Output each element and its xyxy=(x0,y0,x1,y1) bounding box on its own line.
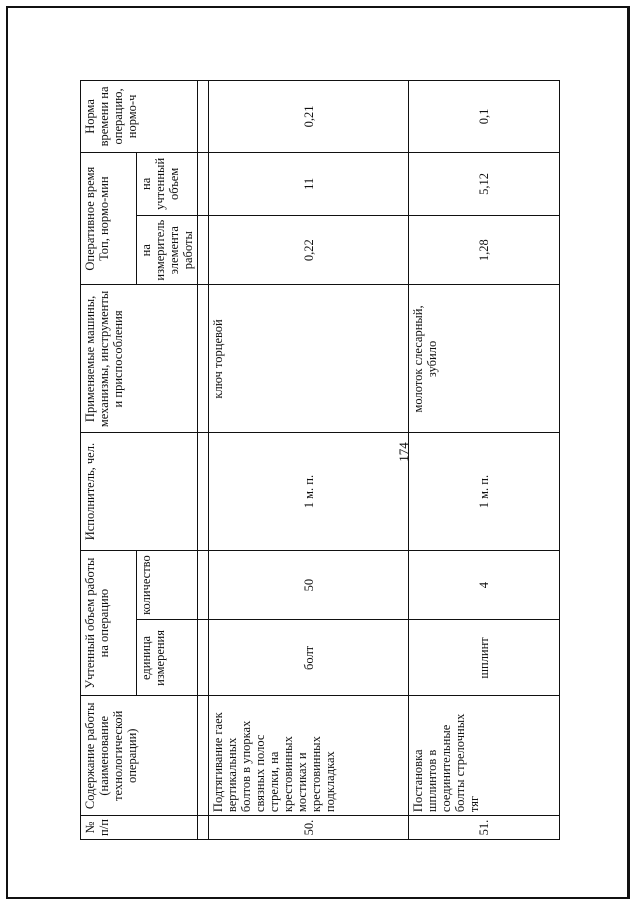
row-norm: 0,1 xyxy=(409,81,560,153)
header-spacer-row xyxy=(198,81,209,840)
header-volume-qty: количество xyxy=(137,550,198,620)
row-op-volume: 5,12 xyxy=(409,152,560,215)
header-executor: Исполнитель, чел. xyxy=(81,433,198,550)
row-num: 51. xyxy=(409,816,560,840)
row-executor: 1 м. п. xyxy=(209,433,409,550)
header-row-1 xyxy=(81,81,137,840)
norms-table-rotated xyxy=(80,80,560,840)
row-unit: болт xyxy=(209,620,409,696)
row-unit: шплинт xyxy=(409,620,560,696)
row-op-volume: 11 xyxy=(209,152,409,215)
header-num: № п/п xyxy=(81,816,198,840)
row-content: Постановка шплинтов в соединительные болты стрелочных тяг xyxy=(409,696,560,816)
header-optime-group: Оперативное время Топ, нормо-мин xyxy=(81,152,137,285)
header-content: Содержание работы (наименование технологической операции) xyxy=(81,696,198,816)
header-volume-group: Учтенный объем работы на операцию xyxy=(81,550,137,696)
row-qty: 4 xyxy=(409,550,560,620)
header-optime-volume: на учтенный объем xyxy=(137,152,198,215)
row-op-unit: 0,22 xyxy=(209,215,409,285)
norms-table xyxy=(80,80,560,840)
header-optime-unit: на измеритель элемента работы xyxy=(137,215,198,285)
row-norm: 0,21 xyxy=(209,81,409,153)
row-num: 50. xyxy=(209,816,409,840)
row-op-unit: 1,28 xyxy=(409,215,560,285)
row-qty: 50 xyxy=(209,550,409,620)
header-volume-unit: единица измерения xyxy=(137,620,198,696)
row-tools: молоток слесарный, зубило xyxy=(409,285,560,433)
table-row xyxy=(209,81,409,840)
row-content: Подтягивание гаек вертикальных болтов в упорках связных полос стрелки, на крестовинных мостиках и крестовинных подкладках xyxy=(209,696,409,816)
table-row xyxy=(409,81,560,840)
header-norm: Норма времени на операцию, нормо-ч xyxy=(81,81,198,153)
header-tools: Применяемые машины, механизмы, инструменты и приспособления xyxy=(81,285,198,433)
row-tools: ключ торцевой xyxy=(209,285,409,433)
row-executor: 1 м. п. xyxy=(409,433,560,550)
